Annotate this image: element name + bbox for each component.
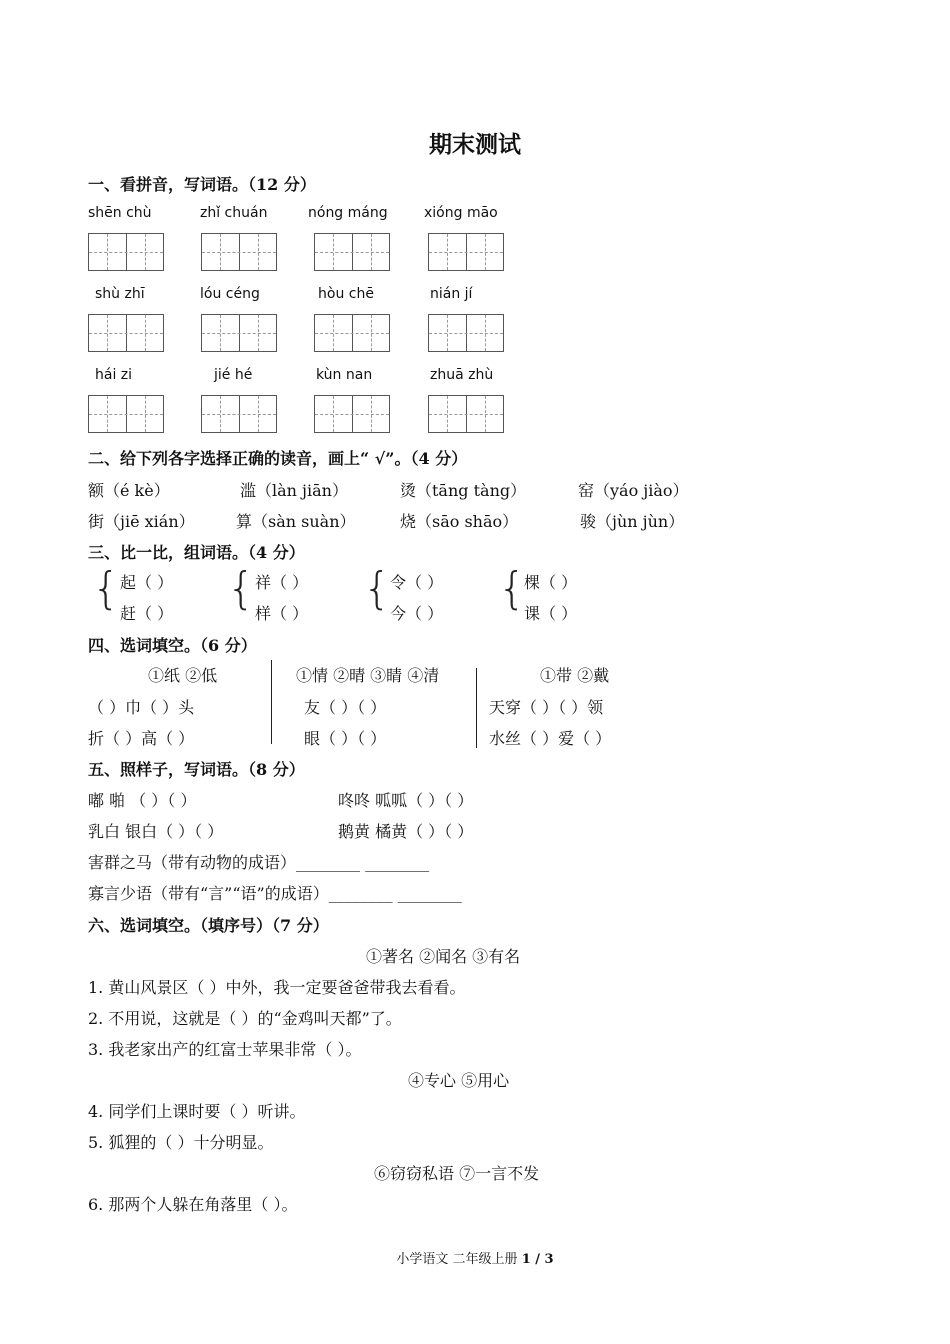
question-line[interactable]: 1. 黄山风景区（ ）中外，我一定要爸爸带我去看看。: [88, 978, 466, 997]
section-1-heading: 一、看拼音，写词语。（12 分）: [88, 175, 316, 194]
question-line[interactable]: 3. 我老家出产的红富士苹果非常（ ）。: [88, 1040, 362, 1059]
pronunciation-item[interactable]: 额（é kè）: [88, 481, 170, 500]
word-options: ①纸 ②低: [148, 666, 218, 685]
page-title: 期末测试: [429, 131, 521, 158]
section-5-heading: 五、照样子，写词语。（8 分）: [88, 760, 305, 779]
pattern-line[interactable]: 咚咚 呱呱（ ）（ ）: [338, 791, 474, 810]
pinyin: kùn nan: [316, 367, 373, 383]
word-options: ①带 ②戴: [540, 666, 610, 685]
section-6-heading: 六、选词填空。（填序号）（7 分）: [88, 916, 329, 935]
word-pair-item[interactable]: 课（ ）: [524, 604, 578, 623]
column-divider: [271, 660, 272, 744]
pinyin: hái zi: [95, 367, 133, 383]
pronunciation-item[interactable]: 骏（jùn jùn）: [580, 512, 685, 531]
writing-grid[interactable]: [314, 395, 390, 433]
word-options: ④专心 ⑤用心: [408, 1071, 510, 1090]
writing-grid[interactable]: [428, 395, 504, 433]
word-options: ①情 ②晴 ③睛 ④清: [296, 666, 440, 685]
writing-grid[interactable]: [88, 395, 164, 433]
question-line[interactable]: 4. 同学们上课时要（ ）听讲。: [88, 1102, 306, 1121]
writing-grid[interactable]: [428, 314, 504, 352]
word-pair-item[interactable]: 今（ ）: [390, 604, 444, 623]
brace-icon: {: [363, 563, 391, 614]
pronunciation-item[interactable]: 烧（sāo shāo）: [400, 512, 519, 531]
writing-grid[interactable]: [201, 233, 277, 271]
section-3-heading: 三、比一比，组词语。（4 分）: [88, 543, 305, 562]
word-pair-item[interactable]: 棵（ ）: [524, 573, 578, 592]
brace-icon: {: [498, 563, 526, 614]
pinyin: shù zhī: [95, 286, 145, 302]
fill-blank-line[interactable]: （ ）巾（ ）头: [88, 698, 195, 717]
pinyin: jié hé: [214, 367, 253, 383]
fill-blank-line[interactable]: 折（ ）高（ ）: [88, 729, 195, 748]
writing-grid[interactable]: [88, 233, 164, 271]
word-pair-item[interactable]: 祥（ ）: [255, 573, 309, 592]
word-options: ⑥窃窃私语 ⑦一言不发: [374, 1164, 540, 1183]
brace-icon: {: [227, 563, 255, 614]
page-number: 1 / 3: [521, 1252, 554, 1267]
pinyin: shēn chù: [88, 205, 152, 221]
pronunciation-item[interactable]: 窑（yáo jiào）: [578, 481, 689, 500]
section-2-heading: 二、给下列各字选择正确的读音，画上“ √”。（4 分）: [88, 449, 468, 468]
question-line[interactable]: 6. 那两个人躲在角落里（ ）。: [88, 1195, 298, 1214]
pinyin: xióng māo: [424, 205, 498, 221]
page-footer: [0, 1248, 950, 1267]
pinyin: nián jí: [430, 286, 473, 302]
writing-grid[interactable]: [201, 395, 277, 433]
pinyin: zhuā zhù: [430, 367, 494, 383]
pinyin: hòu chē: [318, 286, 374, 302]
writing-grid[interactable]: [314, 233, 390, 271]
pronunciation-item[interactable]: 滥（làn jiān）: [240, 481, 348, 500]
pronunciation-item[interactable]: 烫（tāng tàng）: [400, 481, 527, 500]
fill-blank-line[interactable]: 水丝（ ）爱（ ）: [489, 729, 612, 748]
pattern-line[interactable]: 鹅黄 橘黄（ ）（ ）: [338, 822, 474, 841]
pinyin: zhǐ chuán: [200, 205, 268, 221]
column-divider: [476, 668, 477, 748]
word-options: ①著名 ②闻名 ③有名: [366, 947, 521, 966]
pinyin: lóu céng: [200, 286, 260, 302]
brace-icon: {: [92, 563, 120, 614]
footer-text: 小学语文 二年级上册: [396, 1252, 522, 1267]
word-pair-item[interactable]: 令（ ）: [390, 573, 444, 592]
question-line[interactable]: 2. 不用说，这就是（ ）的“金鸡叫天都”了。: [88, 1009, 402, 1028]
writing-grid[interactable]: [201, 314, 277, 352]
idiom-line[interactable]: 害群之马（带有动物的成语）________ ________: [88, 853, 430, 872]
fill-blank-line[interactable]: 天穿（ ）（ ）领: [489, 698, 604, 717]
question-line[interactable]: 5. 狐狸的（ ）十分明显。: [88, 1133, 274, 1152]
pattern-line[interactable]: 乳白 银白（ ）（ ）: [88, 822, 224, 841]
pinyin: nóng máng: [308, 205, 388, 221]
fill-blank-line[interactable]: 友（ ）（ ）: [304, 698, 387, 717]
word-pair-item[interactable]: 赶（ ）: [120, 604, 174, 623]
writing-grid[interactable]: [314, 314, 390, 352]
fill-blank-line[interactable]: 眼（ ）（ ）: [304, 729, 387, 748]
pronunciation-item[interactable]: 街（jiē xián）: [88, 512, 195, 531]
writing-grid[interactable]: [428, 233, 504, 271]
pattern-line[interactable]: 嘟 啪 （ ）（ ）: [88, 791, 197, 810]
word-pair-item[interactable]: 起（ ）: [120, 573, 174, 592]
word-pair-item[interactable]: 样（ ）: [255, 604, 309, 623]
section-4-heading: 四、选词填空。（6 分）: [88, 636, 257, 655]
writing-grid[interactable]: [88, 314, 164, 352]
pronunciation-item[interactable]: 算（sàn suàn）: [236, 512, 356, 531]
idiom-line[interactable]: 寡言少语（带有“言”“语”的成语）________ ________: [88, 884, 462, 903]
